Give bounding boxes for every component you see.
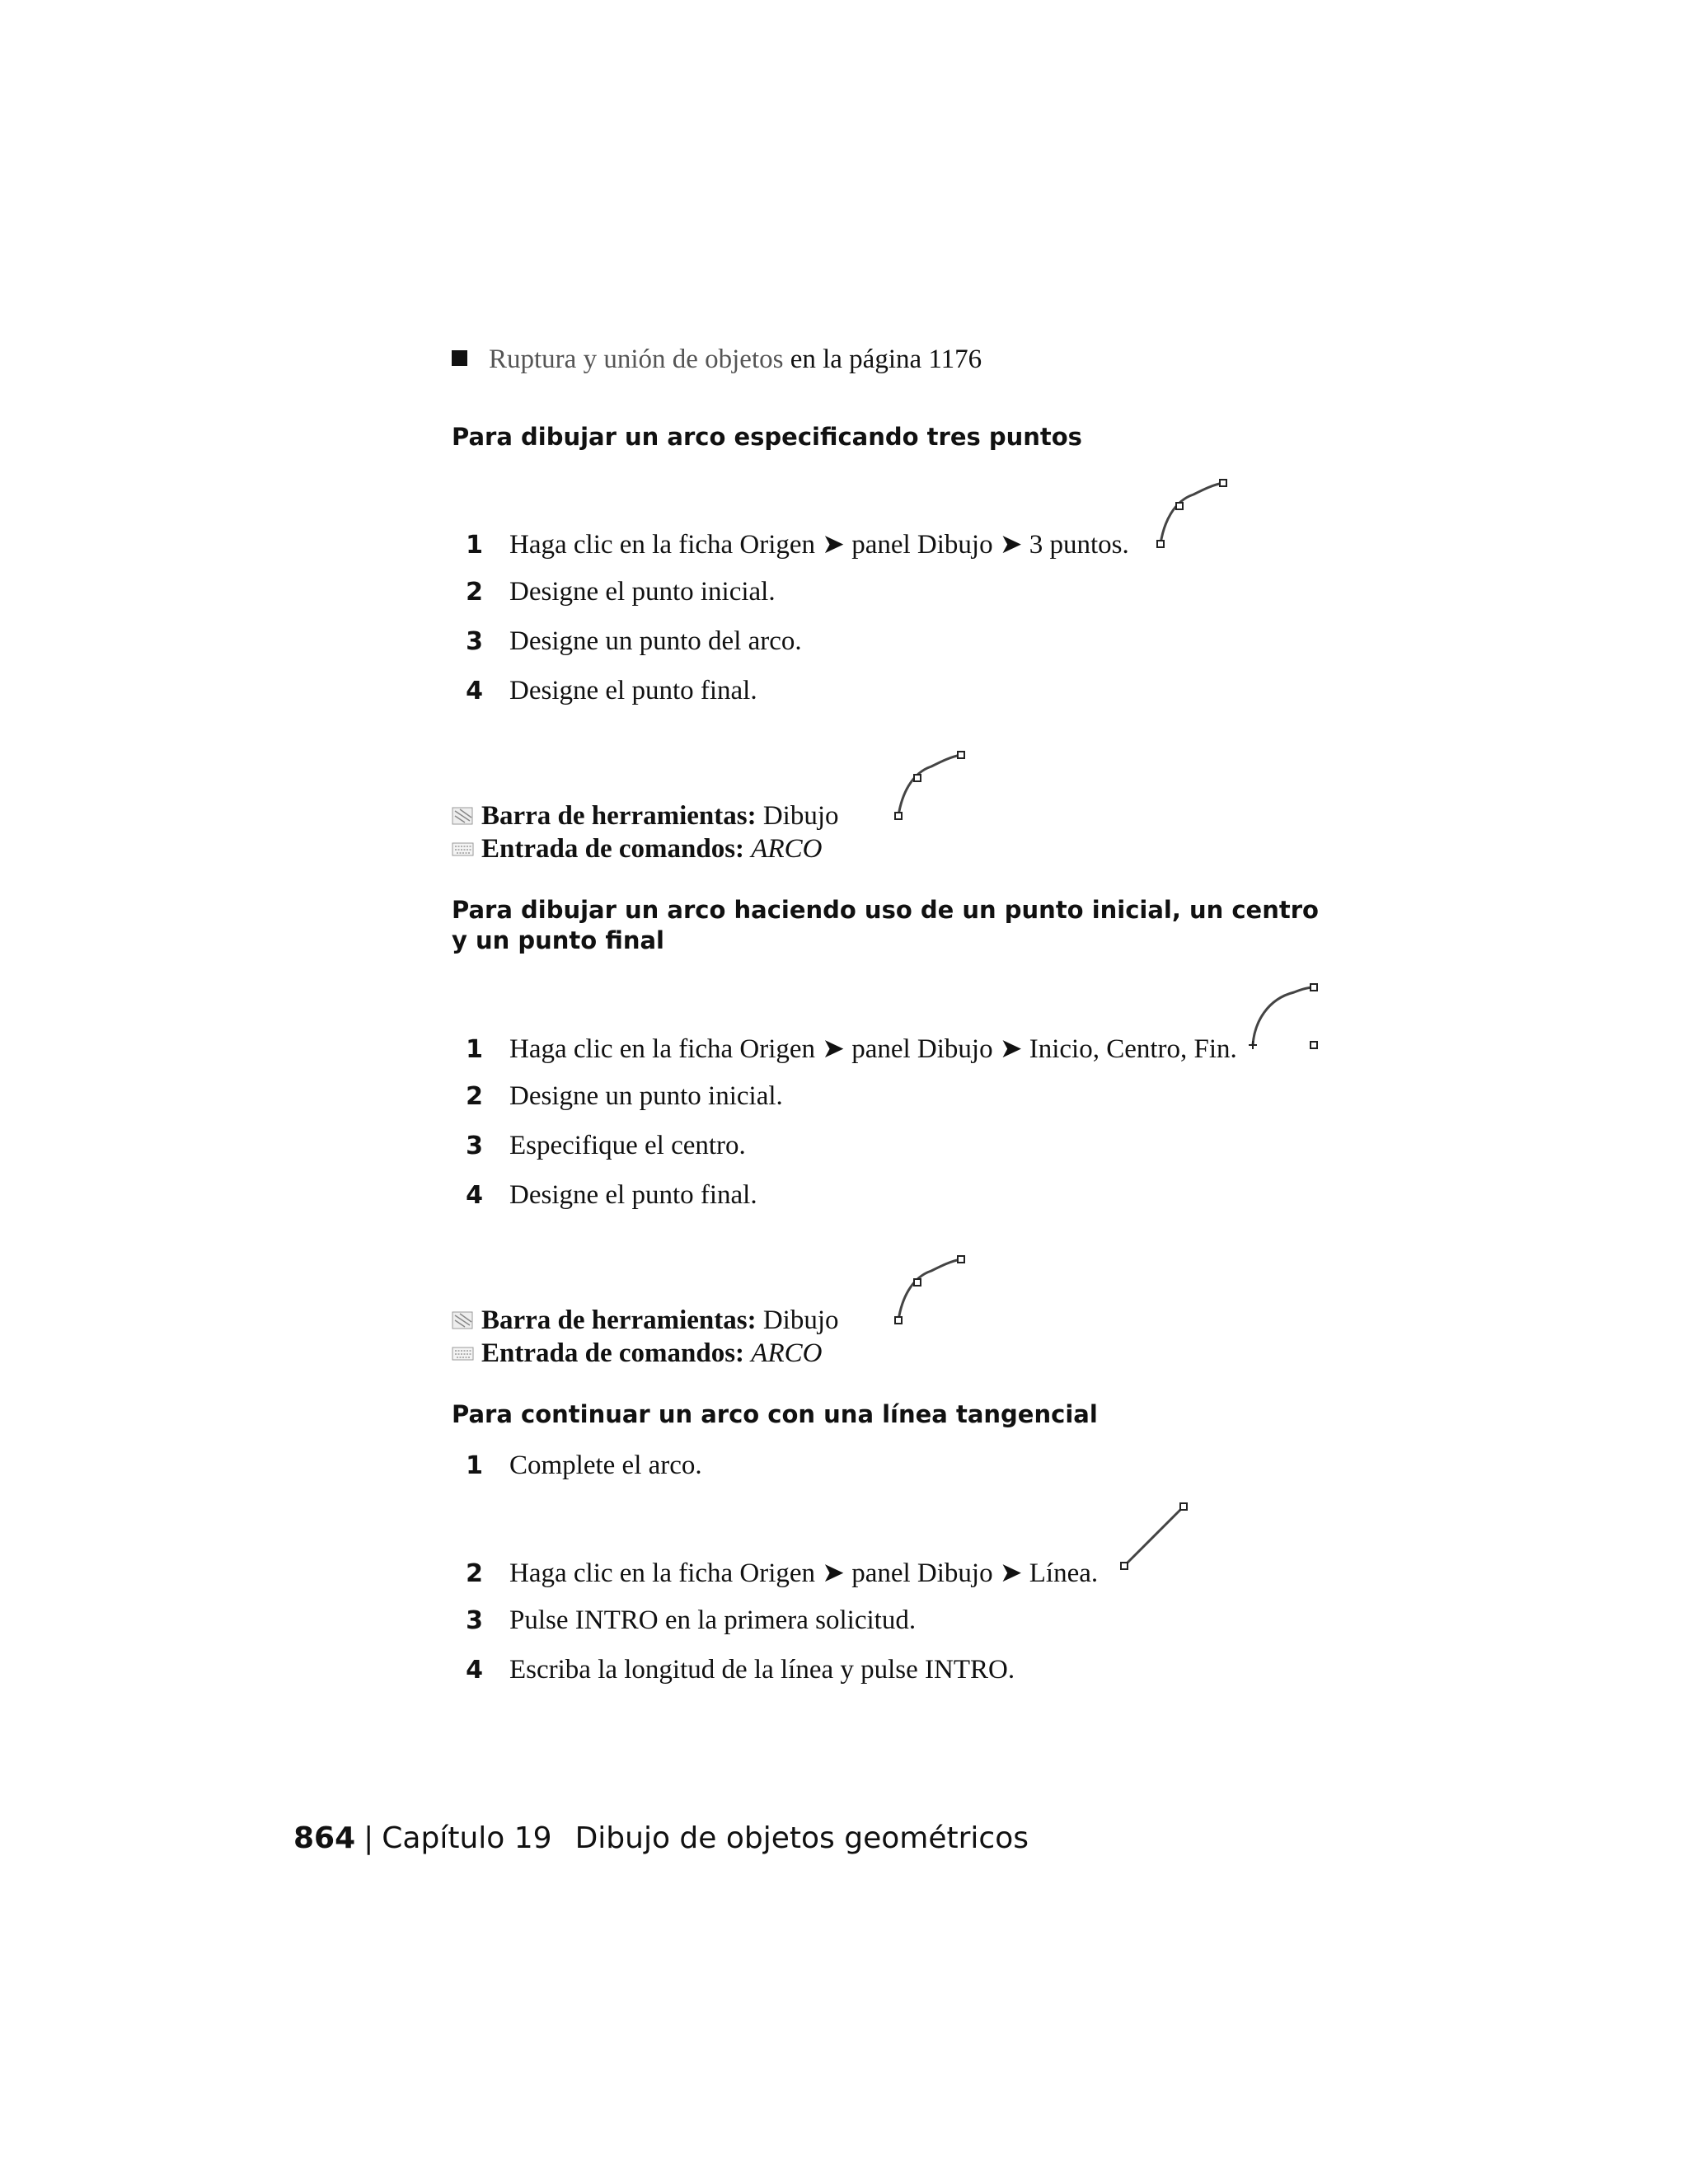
procedure-title-tangent-line: Para continuar un arco con una línea tangencial (452, 1400, 1098, 1428)
step-2: 2 Designe un punto inicial. (466, 1081, 783, 1111)
arc-toolbar-icon (890, 1253, 969, 1332)
toolbar-icon (452, 806, 475, 826)
command-entry-reference: Entrada de comandos: ARCO (452, 1338, 822, 1369)
step-1: 1 Haga clic en la ficha Origen ➤ panel Dibujo ➤ 3 puntos. (466, 530, 1129, 560)
arc-3-points-icon (1152, 476, 1231, 555)
related-topic-link[interactable]: Ruptura y unión de objetos (489, 344, 784, 374)
command-entry-reference: Entrada de comandos: ARCO (452, 834, 822, 865)
page-number: 864 (293, 1821, 356, 1855)
bullet-square-icon (452, 350, 467, 366)
arc-toolbar-icon (890, 748, 969, 827)
step-2: 2 Designe el punto inicial. (466, 577, 776, 607)
step-3: 3 Pulse INTRO en la primera solicitud. (466, 1605, 917, 1635)
keyboard-icon (452, 1343, 475, 1363)
step-4: 4 Escriba la longitud de la línea y pulse INTRO. (466, 1655, 1015, 1685)
step-1: 1 Complete el arco. (466, 1451, 702, 1480)
keyboard-icon (452, 839, 475, 859)
footer-separator: | (363, 1821, 374, 1855)
step-4: 4 Designe el punto final. (466, 676, 757, 705)
toolbar-icon (452, 1310, 475, 1330)
line-icon (1114, 1498, 1193, 1577)
arc-start-center-end-icon (1243, 981, 1334, 1063)
step-3: 3 Designe un punto del arco. (466, 626, 802, 656)
step-2: 2 Haga clic en la ficha Origen ➤ panel Dibujo ➤ Línea. (466, 1558, 1099, 1588)
procedure-title-start-center-end: Para dibujar un arco haciendo uso de un punto inicial, un centro y un punto final (452, 896, 1319, 954)
step-1: 1 Haga clic en la ficha Origen ➤ panel Dibujo ➤ Inicio, Centro, Fin. (466, 1034, 1237, 1064)
chapter-label: Capítulo 19 (382, 1821, 552, 1855)
chapter-title: Dibujo de objetos geométricos (574, 1821, 1029, 1855)
step-3: 3 Especifique el centro. (466, 1131, 746, 1160)
page-footer (293, 1821, 1029, 1855)
page-reference: en la página 1176 (783, 344, 982, 374)
toolbar-reference: Barra de herramientas: Dibujo (452, 801, 839, 832)
related-link-item (452, 344, 982, 375)
toolbar-reference: Barra de herramientas: Dibujo (452, 1305, 839, 1336)
procedure-title-three-points: Para dibujar un arco especificando tres puntos (452, 423, 1082, 451)
step-4: 4 Designe el punto final. (466, 1180, 757, 1210)
